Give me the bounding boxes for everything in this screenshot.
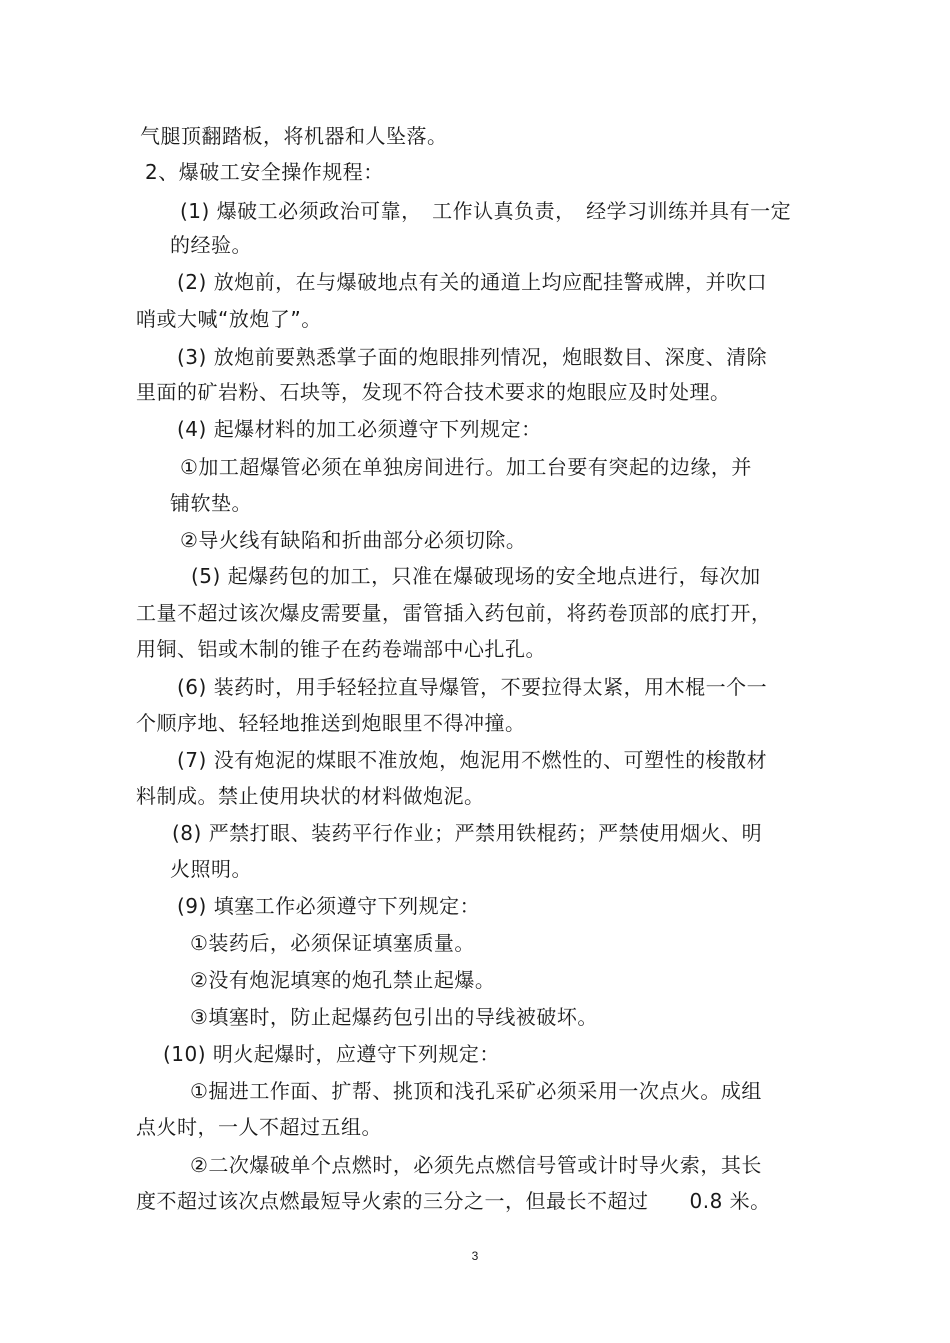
text-line: (4) 起爆材料的加工必须遵守下列规定： bbox=[177, 417, 542, 441]
text-line: ①装药后，必须保证填塞质量。 bbox=[190, 931, 475, 955]
text-line: 的经验。 bbox=[170, 233, 252, 257]
text-line: (8) 严禁打眼、装药平行作业；严禁用铁棍药；严禁使用烟火、明 bbox=[172, 821, 763, 845]
text-line: ②导火线有缺陷和折曲部分必须切除。 bbox=[180, 528, 527, 552]
text-line: (5) 起爆药包的加工，只准在爆破现场的安全地点进行，每次加 bbox=[191, 564, 761, 588]
text-line: ③填塞时，防止起爆药包引出的导线被破坏。 bbox=[190, 1005, 598, 1029]
text-line: 个顺序地、轻轻地推送到炮眼里不得冲撞。 bbox=[136, 711, 526, 735]
text-line: 哨或大喊“放炮了”。 bbox=[136, 307, 322, 331]
text-line: (2) 放炮前，在与爆破地点有关的通道上均应配挂警戒牌，并吹口 bbox=[177, 270, 768, 294]
text-line: 料制成。禁止使用块状的材料做炮泥。 bbox=[136, 784, 485, 808]
text-line: ①掘进工作面、扩帮、挑顶和浅孔采矿必须采用一次点火。成组 bbox=[190, 1079, 762, 1103]
text-line: 用铜、铝或木制的锥子在药卷端部中心扎孔。 bbox=[136, 637, 546, 661]
text-line: 铺软垫。 bbox=[170, 491, 252, 515]
text-line: ②没有炮泥填寒的炮孔禁止起爆。 bbox=[190, 968, 496, 992]
text-line: 气腿顶翻踏板，将机器和人坠落。 bbox=[140, 124, 448, 148]
text-line: (9) 填塞工作必须遵守下列规定： bbox=[177, 894, 481, 918]
text-line: ②二次爆破单个点燃时，必须先点燃信号管或计时导火索，其长 bbox=[190, 1153, 762, 1177]
text-line: 火照明。 bbox=[170, 857, 252, 881]
text-line: 度不超过该次点燃最短导火索的三分之一，但最长不超过 0.8 米。 bbox=[136, 1189, 771, 1213]
section-heading: 2、爆破工安全操作规程： bbox=[145, 160, 384, 184]
text-line: (3) 放炮前要熟悉掌子面的炮眼排列情况，炮眼数目、深度、清除 bbox=[177, 345, 768, 369]
page-number: 3 bbox=[471, 1249, 479, 1263]
text-line: (7) 没有炮泥的煤眼不准放炮，炮泥用不燃性的、可塑性的梭散材 bbox=[177, 748, 768, 772]
text-line: (1) 爆破工必须政治可靠， 工作认真负责， 经学习训练并具有一定 bbox=[180, 199, 792, 223]
text-line: ①加工超爆管必须在单独房间进行。加工台要有突起的边缘，并 bbox=[180, 455, 752, 479]
text-line: 点火时，一人不超过五组。 bbox=[136, 1115, 382, 1139]
text-line: 工量不超过该次爆皮需要量，雷管插入药包前，将药卷顶部的底打开， bbox=[136, 601, 772, 625]
text-line: (10) 明火起爆时，应遵守下列规定： bbox=[163, 1042, 500, 1066]
text-line: (6) 装药时，用手轻轻拉直导爆管，不要拉得太紧，用木棍一个一 bbox=[177, 675, 768, 699]
text-line: 里面的矿岩粉、石块等，发现不符合技术要求的炮眼应及时处理。 bbox=[136, 380, 731, 404]
